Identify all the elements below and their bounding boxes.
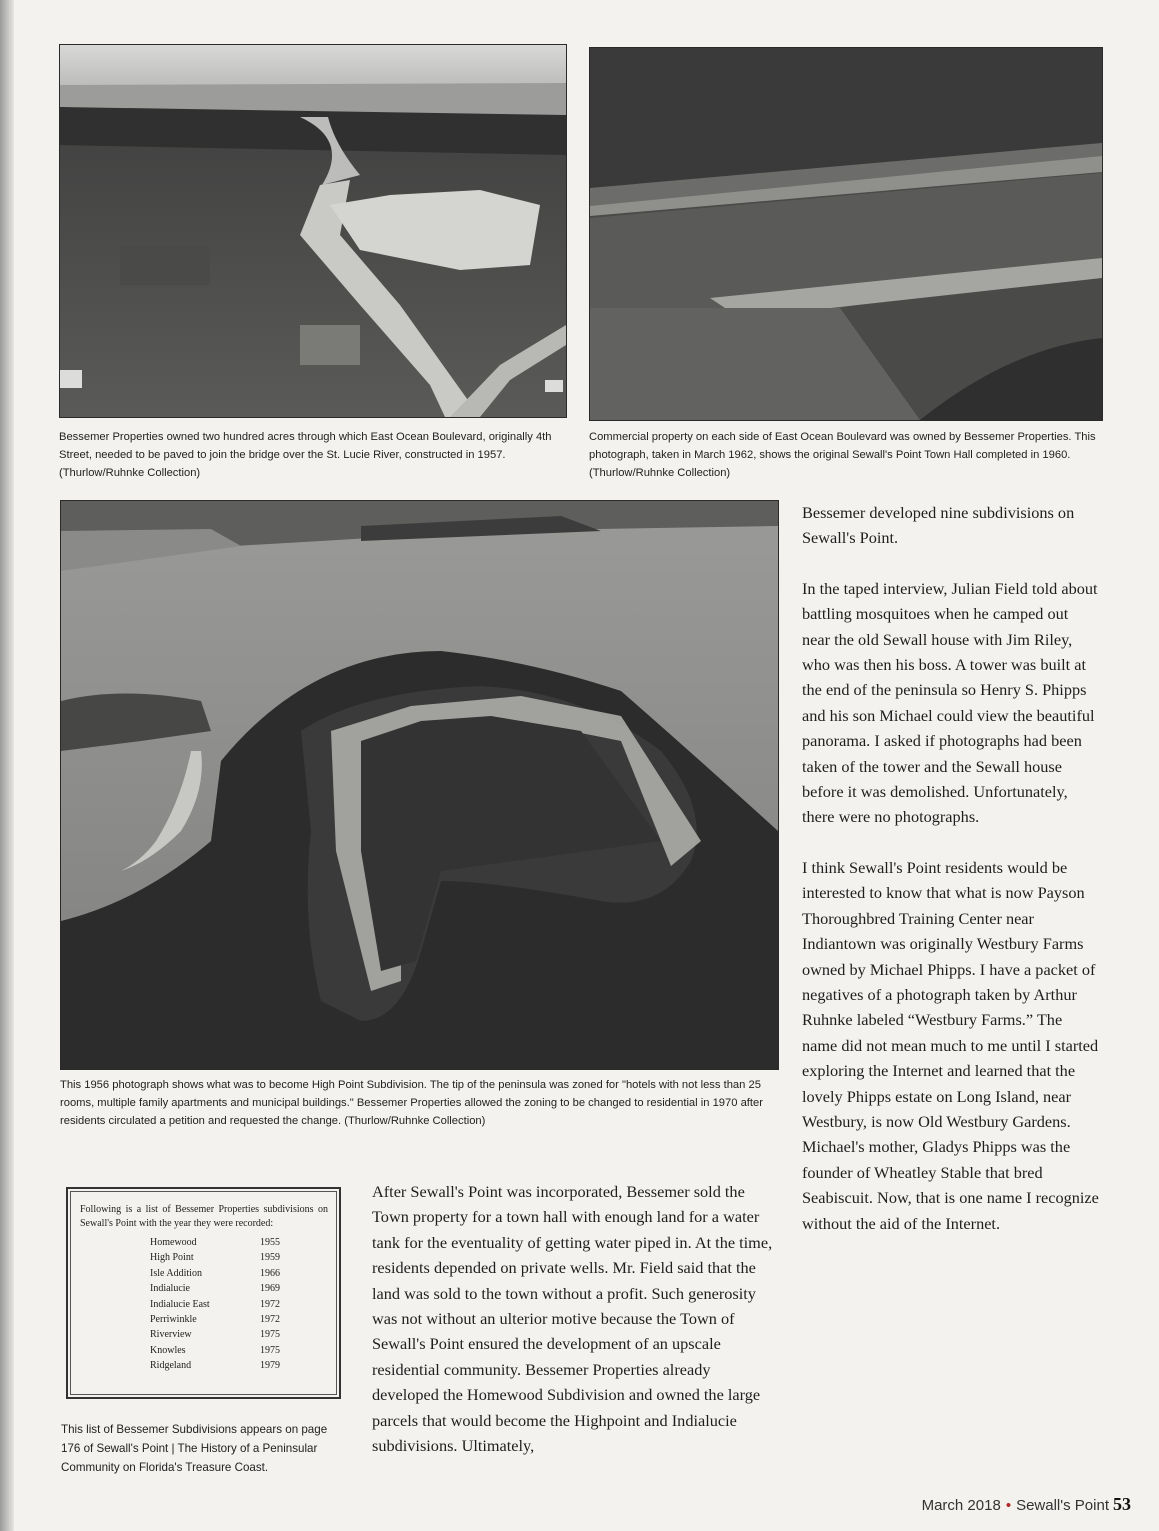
subdivision-list-box	[66, 1187, 341, 1399]
paragraph: Bessemer developed nine subdivisions on Sewall's Point.	[802, 503, 1075, 548]
list-item: Indialucie East 1972	[150, 1298, 280, 1310]
middle-column-text	[372, 1179, 777, 1483]
list-item: Riverview 1975	[150, 1329, 280, 1341]
caption-subdivision-list: This list of Bessemer Subdivisions appears on page 176 of Sewall's Point | The History of a Peninsular Community on Florida's Treasure Coast.	[61, 1423, 328, 1474]
right-column-text	[802, 500, 1100, 1261]
caption-large-photo: This 1956 photograph shows what was to become High Point Subdivision. The tip of the peninsula was zoned for "hotels with not less than 25 rooms, multiple family apartments and municipal buildings." Bessemer Properties allowed the zoning to be changed to residential in 1970 after residents circulated a petition and requested the change. (Thurlow/Ruhnke Collection)	[60, 1079, 763, 1127]
list-item: Ridgeland 1979	[150, 1360, 280, 1372]
list-item: Isle Addition 1966	[150, 1267, 280, 1279]
photo-town-hall-1962	[589, 47, 1103, 421]
page-footer	[922, 1494, 1131, 1515]
page-number: 53	[1113, 1494, 1131, 1514]
list-item: Perriwinkle 1972	[150, 1314, 280, 1326]
subdivision-table	[150, 1235, 300, 1374]
paragraph: After Sewall's Point was incorporated, Bessemer sold the Town property for a town hall with enough land for a water tank for the eventuality of getting water piped in. At the time, residents depended on private wells. Mr. Field said that the land was sold to the town without a profit. Such generosity was not without an ulterior motive because the Town of Sewall's Point ensured the development of an upscale residential community. Bessemer Properties already developed the Homewood Subdivision and owned the large parcels that would become the Highpoint and Indialucie subdivisions. Ultimately,	[372, 1182, 773, 1456]
page-binding-edge	[0, 0, 14, 1531]
issue-date: March 2018	[921, 1497, 1001, 1514]
paragraph: In the taped interview, Julian Field told about battling mosquitoes when he camped out near the old Sewall house with Jim Riley, who was then his boss. A tower was built at the end of the peninsula so Henry S. Phipps and his son Michael could view the beautiful panorama. I asked if photographs had been taken of the tower and the Sewall house before it was demolished. Unfortunately, there were no photographs.	[802, 578, 1098, 827]
list-item: High Point 1959	[150, 1252, 280, 1264]
footer-separator: •	[1005, 1497, 1012, 1514]
list-item: Indialucie 1969	[150, 1283, 280, 1295]
photo-high-point-1956	[60, 500, 779, 1070]
photo-east-ocean-boulevard	[59, 44, 567, 418]
paragraph: I think Sewall's Point residents would be interested to know that what is now Payson Thoroughbred Training Center near Indiantown was originally Westbury Farms owned by Michael Phipps. I have a packet of negatives of a photograph taken by Arthur Ruhnke labeled “Westbury Farms.” The name did not mean much to me until I started exploring the Internet and learned that the lovely Phipps estate on Long Island, near Westbury, is now Old Westbury Gardens. Michael's mother, Gladys Phipps was the founder of Wheatley Stable that bred Seabiscuit. Now, that is one name I recognize without the aid of the Internet.	[802, 857, 1099, 1233]
list-item: Knowles 1975	[150, 1344, 280, 1356]
caption-top-right-photo: Commercial property on each side of East Ocean Boulevard was owned by Bessemer Properties. This photograph, taken in March 1962, shows the original Sewall's Point Town Hall completed in 1960. (Thurlow/Ruhnke Collection)	[589, 431, 1096, 479]
caption-top-left-photo: Bessemer Properties owned two hundred acres through which East Ocean Boulevard, originally 4th Street, needed to be paved to join the bridge over the St. Lucie River, constructed in 1957. (Thurlow/Ruhnke Collection)	[59, 431, 552, 479]
subdivision-list-intro: Following is a list of Bessemer Properties subdivisions on Sewall's Point with the year they were recorded:	[80, 1204, 328, 1229]
list-item: Homewood 1955	[150, 1237, 280, 1248]
publication-name: Sewall's Point	[1016, 1497, 1109, 1514]
